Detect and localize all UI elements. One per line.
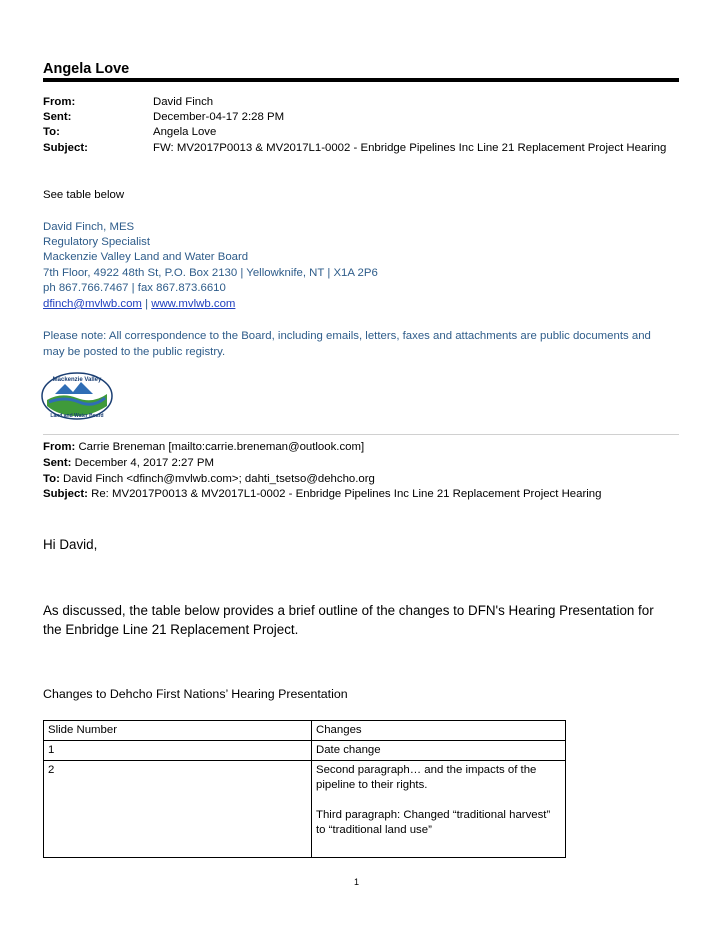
fw-subject-label: Subject: [43, 488, 88, 500]
fw-to-line [43, 472, 375, 488]
changes-cell: Date change [312, 741, 566, 761]
subject-label: Subject: [43, 142, 88, 154]
changes-table [43, 720, 566, 858]
slide-number-cell: 2 [44, 761, 312, 858]
fw-sent-label: Sent: [43, 457, 72, 469]
fw-to-value: David Finch <dfinch@mvlwb.com>; dahti_tsetso@dehcho.org [63, 473, 375, 485]
subject-value: FW: MV2017P0013 & MV2017L1-0002 - Enbridge Pipelines Inc Line 21 Replacement Project Hearing [153, 142, 667, 154]
signature-phone: ph 867.766.7467 | fax 867.873.6610 [43, 282, 226, 294]
public-note: Please note: All correspondence to the Board, including emails, letters, faxes and attachments are public documents and may be posted to the public registry. [43, 330, 651, 358]
separator-line [43, 434, 679, 435]
sent-label: Sent: [43, 111, 72, 123]
email-link[interactable]: dfinch@mvlwb.com [43, 298, 142, 310]
signature-links [43, 297, 235, 313]
fw-from-value: Carrie Breneman [mailto:carrie.breneman@outlook.com] [78, 441, 365, 453]
fw-sent-value: December 4, 2017 2:27 PM [74, 457, 214, 469]
mvlwb-logo-graphic [41, 372, 113, 420]
header-slide-number: Slide Number [44, 721, 312, 741]
title-rule [43, 78, 679, 82]
body-paragraph: As discussed, the table below provides a brief outline of the changes to DFN's Hearing Presentation for the Enbridge Line 21 Replacement Project. [43, 603, 654, 637]
fw-from-label: From: [43, 441, 76, 453]
header-changes: Changes [312, 721, 566, 741]
page-title: Angela Love [43, 61, 130, 77]
fw-subject-line [43, 487, 601, 503]
to-value: Angela Love [153, 126, 217, 138]
fw-sent-line [43, 456, 214, 472]
page-number: 1 [354, 877, 360, 887]
fw-subject-value: Re: MV2017P0013 & MV2017L1-0002 - Enbridge Pipelines Inc Line 21 Replacement Project Hearing [91, 488, 602, 500]
changes-cell [312, 761, 566, 858]
signature-address: 7th Floor, 4922 48th St, P.O. Box 2130 | Yellowknife, NT | X1A 2P6 [43, 267, 378, 279]
website-link[interactable]: www.mvlwb.com [151, 298, 236, 310]
greeting: Hi David, [43, 537, 98, 552]
change-line: Third paragraph: Changed “traditional harvest” to “traditional land use” [316, 809, 551, 836]
table-title: Changes to Dehcho First Nations’ Hearing Presentation [43, 687, 348, 701]
fw-from-line [43, 440, 364, 456]
mvlwb-logo [41, 372, 113, 420]
to-label: To: [43, 126, 60, 138]
signature-role: Regulatory Specialist [43, 236, 150, 248]
sent-value: December-04-17 2:28 PM [153, 111, 285, 123]
table-header-row [44, 721, 566, 741]
from-label: From: [43, 96, 76, 108]
signature-name: David Finch, MES [43, 221, 135, 233]
logo-text-bottom: Land and Water Board [50, 413, 104, 419]
from-value: David Finch [153, 96, 214, 108]
change-line: Second paragraph… and the impacts of the pipeline to their rights. [316, 764, 537, 791]
intro-text: See table below [43, 189, 125, 201]
table-row [44, 741, 566, 761]
fw-to-label: To: [43, 473, 60, 485]
link-separator: | [141, 298, 152, 310]
table-row [44, 761, 566, 858]
logo-text-top: Mackenzie Valley [52, 377, 102, 383]
slide-number-cell: 1 [44, 741, 312, 761]
signature-org: Mackenzie Valley Land and Water Board [43, 251, 249, 263]
